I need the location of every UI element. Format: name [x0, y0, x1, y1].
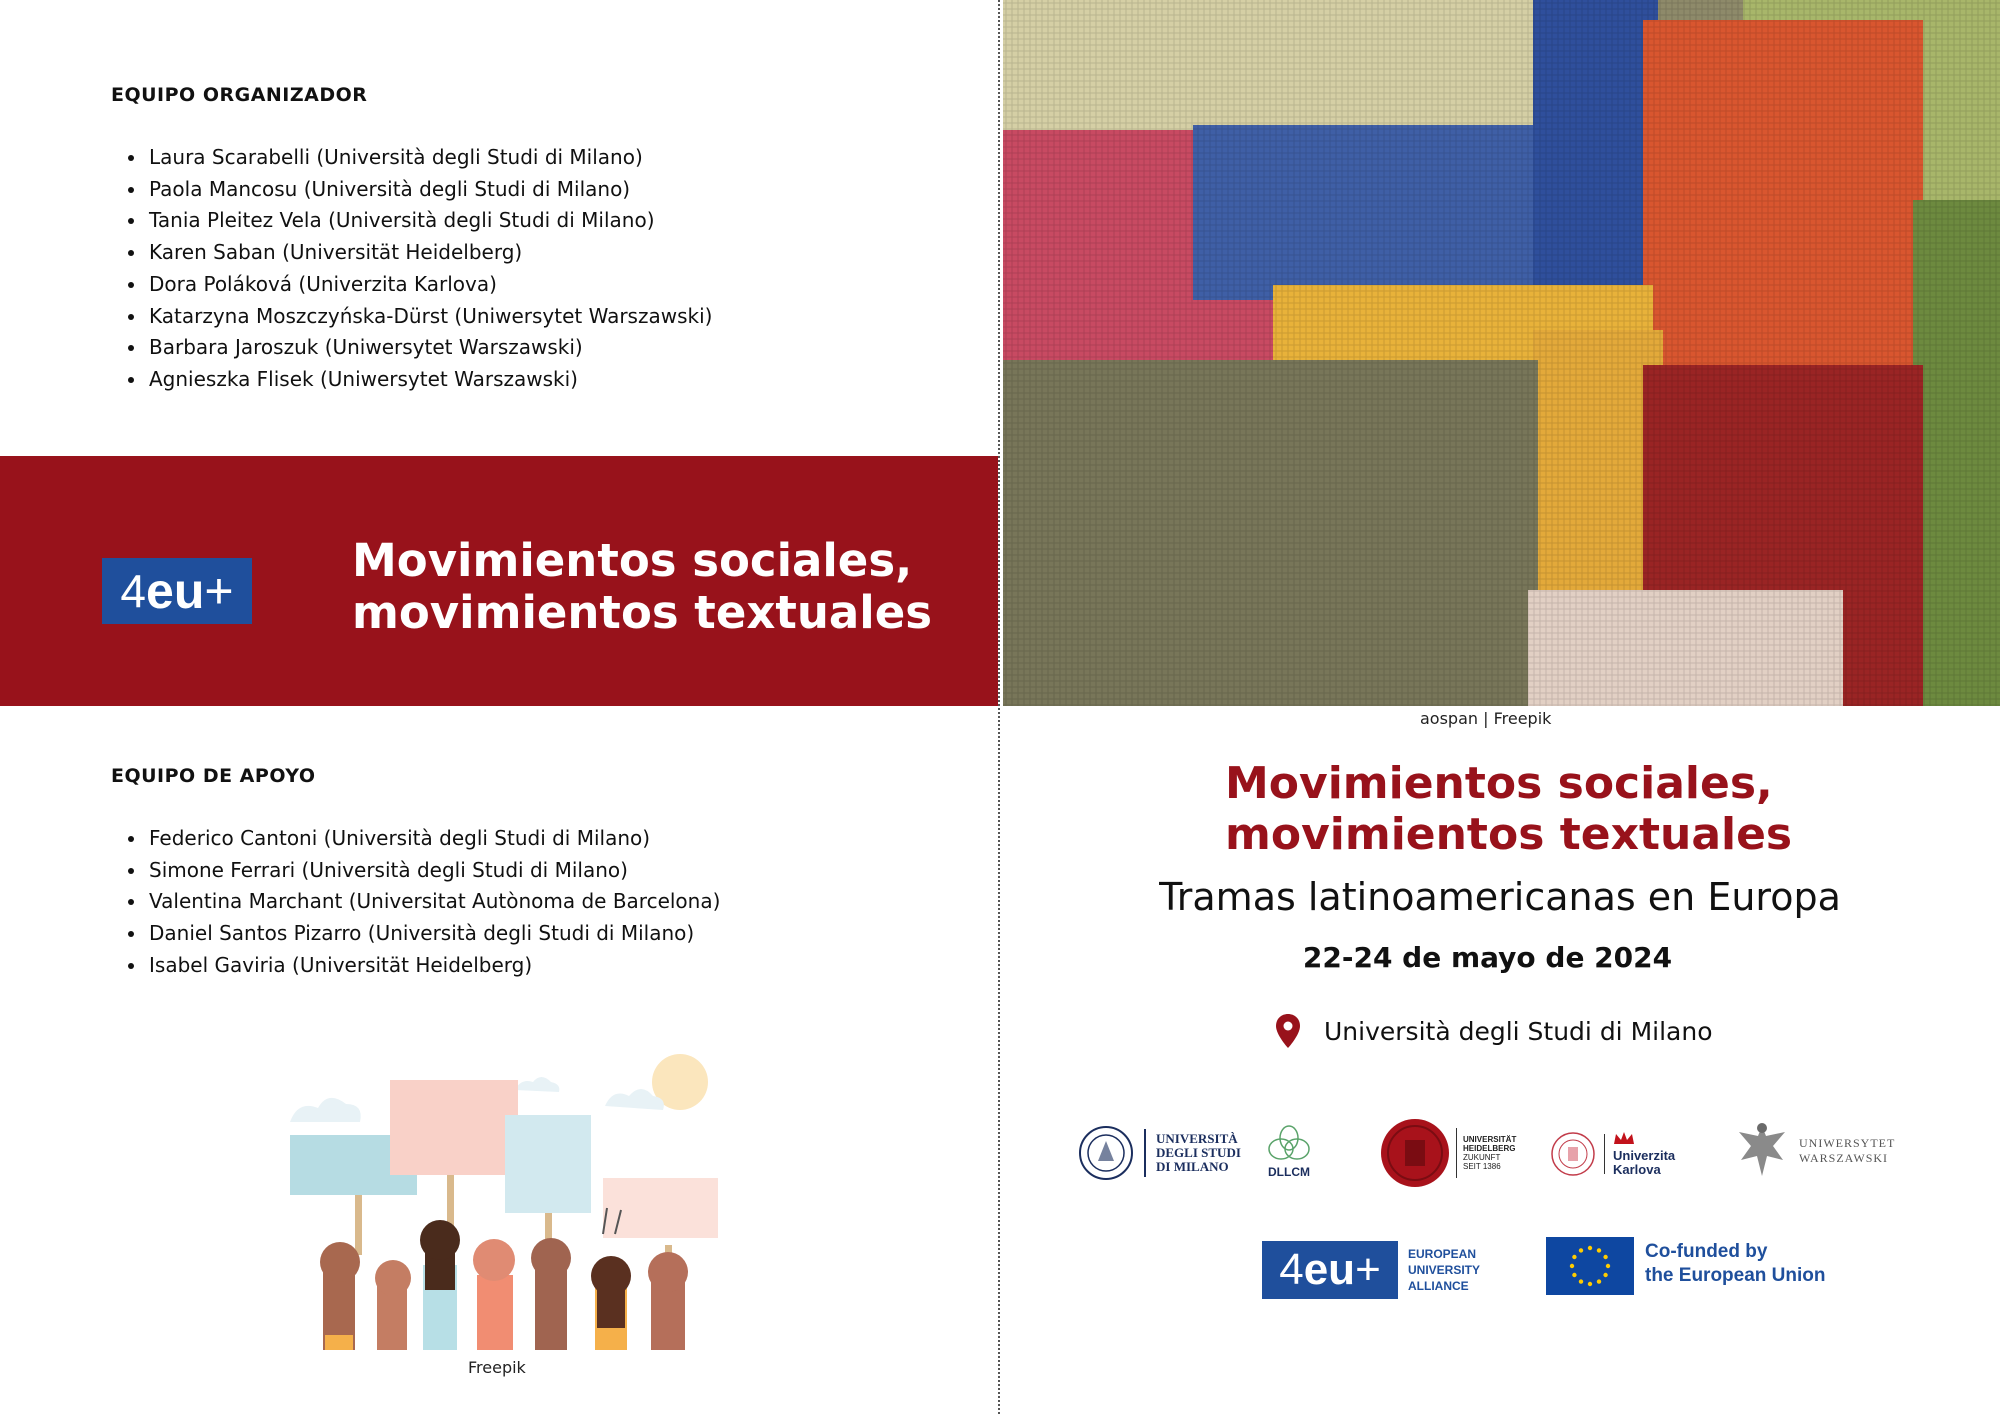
4eu-alliance-logo: 4 eu + [1262, 1241, 1398, 1299]
eu-star-icon [1606, 1264, 1610, 1268]
eu-star-icon [1579, 1279, 1583, 1283]
protest-hands-illustration [285, 1050, 725, 1350]
list-item: • Daniel Santos Pizarro (Università degli Studi di Milano) [147, 918, 720, 950]
eu-star-icon [1597, 1248, 1601, 1252]
eu-star-icon [1572, 1255, 1576, 1259]
warszawa-logo: UNIWERSYTET WARSZAWSKI [1733, 1120, 1895, 1182]
warszawa-eagle-icon [1733, 1120, 1791, 1182]
list-item: • Agnieszka Flisek (Uniwersytet Warszawski) [147, 364, 712, 396]
unimi-logo: UNIVERSITÀ DEGLI STUDI DI MILANO [1078, 1125, 1241, 1181]
list-item: • Dora Poláková (Univerzita Karlova) [147, 269, 712, 301]
dllcm-logo: DLLCM [1266, 1125, 1312, 1179]
support-team-list [111, 823, 720, 982]
list-item: • Federico Cantoni (Università degli Studi di Milano) [147, 823, 720, 855]
event-title: Movimientos sociales, movimientos textuales [1225, 758, 1793, 860]
support-team-heading: EQUIPO DE APOYO [111, 765, 316, 787]
illustration-credit: Freepik [468, 1358, 526, 1377]
alliance-text: EUROPEAN UNIVERSITY ALLIANCE [1408, 1247, 1481, 1293]
heidelberg-logo: UNIVERSITÄT HEIDELBERG ZUKUNFT SEIT 1386 [1380, 1118, 1516, 1188]
eu-star-icon [1588, 1246, 1592, 1250]
list-item: • Karen Saban (Universität Heidelberg) [147, 237, 712, 269]
event-subtitle: Tramas latinoamericanas en Europa [1159, 875, 1841, 919]
unimi-seal-icon [1078, 1125, 1134, 1181]
band-title: Movimientos sociales, movimientos textuales [352, 534, 933, 639]
left-panel [0, 0, 998, 1414]
organizing-team-list [111, 142, 712, 396]
list-item: • Paola Mancosu (Università degli Studi di Milano) [147, 174, 712, 206]
eu-star-icon [1572, 1273, 1576, 1277]
list-item: • Laura Scarabelli (Università degli Studi di Milano) [147, 142, 712, 174]
organizing-team-heading: EQUIPO ORGANIZADOR [111, 84, 368, 106]
event-date: 22-24 de mayo de 2024 [1302, 941, 1673, 974]
event-location [1276, 1014, 1713, 1048]
heidelberg-seal-icon [1380, 1118, 1450, 1188]
location-pin-icon [1276, 1014, 1300, 1048]
list-item: • Barbara Jaroszuk (Uniwersytet Warszawski) [147, 332, 712, 364]
dllcm-knot-icon [1266, 1125, 1312, 1165]
list-item: • Katarzyna Moszczyńska-Dürst (Uniwersytet Warszawski) [147, 301, 712, 333]
eu-star-icon [1579, 1248, 1583, 1252]
4eu-logo: 4 eu + [102, 558, 252, 624]
list-item: • Valentina Marchant (Universitat Autònoma de Barcelona) [147, 886, 720, 918]
eu-star-icon [1597, 1279, 1601, 1283]
eu-flag-icon [1546, 1237, 1634, 1295]
karlova-logo: Univerzita Karlova [1550, 1130, 1675, 1177]
karlova-crown-icon [1613, 1131, 1635, 1145]
photo-credit: aospan | Freepik [1420, 709, 1552, 728]
fold-divider [998, 0, 1000, 1414]
cofunded-text: Co-funded by the European Union [1645, 1241, 1826, 1286]
list-item: • Tania Pleitez Vela (Università degli Studi di Milano) [147, 205, 712, 237]
list-item: • Simone Ferrari (Università degli Studi di Milano) [147, 855, 720, 887]
fabric-swatches-photo [1003, 0, 2000, 706]
eu-star-icon [1570, 1264, 1574, 1268]
eu-star-icon [1603, 1273, 1607, 1277]
eu-star-icon [1603, 1255, 1607, 1259]
karlova-seal-icon [1550, 1131, 1596, 1177]
eu-star-icon [1588, 1282, 1592, 1286]
location-text: Università degli Studi di Milano [1324, 1016, 1713, 1046]
list-item: • Isabel Gaviria (Universität Heidelberg) [147, 950, 720, 982]
